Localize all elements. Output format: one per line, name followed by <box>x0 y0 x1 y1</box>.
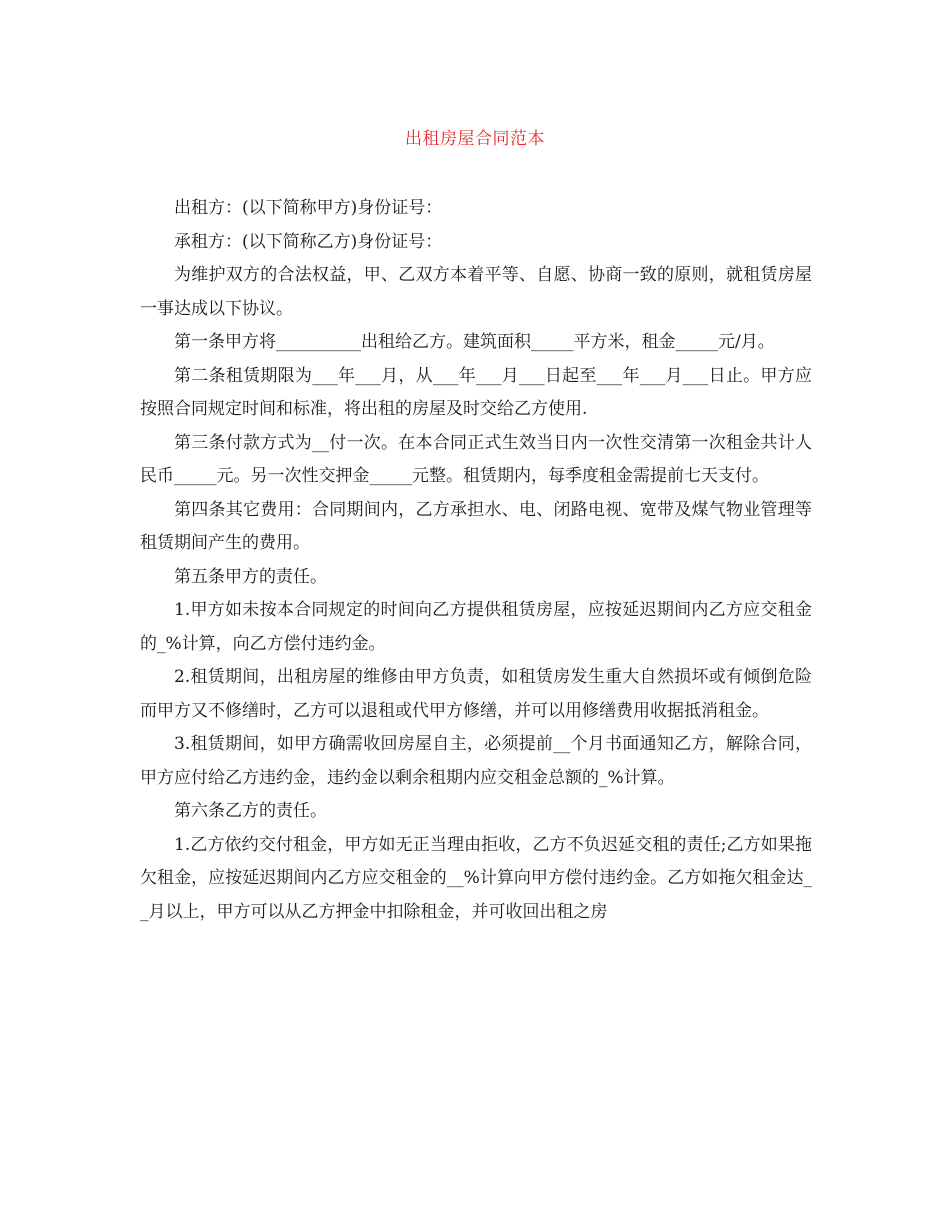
article-6-clause-1: 1.乙方依约交付租金，甲方如无正当理由拒收，乙方不负迟延交租的责任;乙方如果拖欠租金，应按延迟期间内乙方应交租金的__%计算向甲方偿付违约金。乙方如拖欠租金达__月以上，甲方可以从乙方押金中扣除租金，并可收回出租之房 <box>140 834 812 922</box>
party-a-line: 出租方：(以下简称甲方)身份证号： <box>174 198 443 218</box>
article-5-clause-2: 2.租赁期间，出租房屋的维修由甲方负责，如租赁房发生重大自然损坏或有倾倒危险而甲方又不修缮时，乙方可以退租或代甲方修缮，并可以用修缮费用收据抵消租金。 <box>140 667 812 721</box>
preamble-paragraph: 为维护双方的合法权益，甲、乙双方本着平等、自愿、协商一致的原则，就租赁房屋一事达成以下协议。 <box>140 265 812 319</box>
document-title: 出租房屋合同范本 <box>405 129 545 149</box>
article-1: 第一条甲方将__________出租给乙方。建筑面积_____平方米，租金_____元/月。 <box>174 332 775 352</box>
article-5-clause-1: 1.甲方如未按本合同规定的时间向乙方提供租赁房屋，应按延迟期间内乙方应交租金的_%计算，向乙方偿付违约金。 <box>140 600 812 654</box>
party-b-line: 承租方：(以下简称乙方)身份证号： <box>174 231 443 252</box>
article-6-heading: 第六条乙方的责任。 <box>174 801 327 821</box>
article-4: 第四条其它费用：合同期间内，乙方承担水、电、闭路电视、宽带及煤气物业管理等租赁期间产生的费用。 <box>140 499 812 553</box>
document-body <box>140 192 812 929</box>
article-5-heading: 第五条甲方的责任。 <box>174 566 327 587</box>
article-3: 第三条付款方式为__付一次。在本合同正式生效当日内一次性交清第一次租金共计人民币_____元。另一次性交押金_____元整。租赁期内，每季度租金需提前七天支付。 <box>140 432 812 486</box>
article-5-clause-3: 3.租赁期间，如甲方确需收回房屋自主，必须提前__个月书面通知乙方，解除合同，甲方应付给乙方违约金，违约金以剩余租期内应交租金总额的_%计算。 <box>140 734 812 788</box>
article-2: 第二条租赁期限为___年___月，从___年___月___日起至___年___月___日止。甲方应按照合同规定时间和标准，将出租的房屋及时交给乙方使用. <box>140 365 812 419</box>
